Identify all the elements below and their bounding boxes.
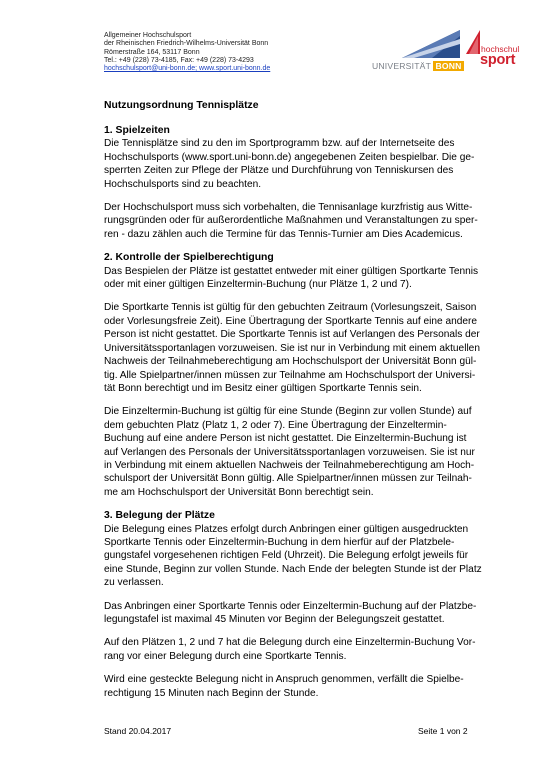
text-line: in Verbindung mit einem aktuellen Nachweis der Teilnahmeberechtigung am Hoch- [104,459,475,471]
text-line: Die Belegung eines Platzes erfolgt durch Anbringen einer gültigen ausgedruckten [104,523,469,535]
text-line: Das Bespielen der Plätze ist gestattet entweder mit einer gültigen Sportkarte Tennis [104,265,479,277]
paragraph [104,201,478,241]
paragraph [104,600,477,627]
text-line: Universitätssportanlagen vorzuweisen. Sie ist nur in Verbindung mit einem aktuellen [104,342,480,354]
uni-bonn-wordmark: UNIVERSITÄT BONN [372,61,462,71]
sender-line: Allgemeiner Hochschulsport [104,32,192,39]
footer-page-number: Seite 1 von 2 [418,726,468,736]
paragraph [104,301,480,395]
text-line: dem gebuchten Platz (Platz 1, 2 oder 7). Eine Übertragung der Einzeltermin- [104,419,447,431]
text-line: Das Anbringen einer Sportkarte Tennis oder Einzeltermin-Buchung auf der Platzbe- [104,600,477,612]
text-line: Person ist nicht gestattet. Die Sportkarte Tennis ist auf Verlangen des Personals der [104,329,480,341]
text-line: sperrten Zeiten zur Pflege der Plätze und Durchführung von Tenniskursen des [104,165,454,177]
section-heading: 2. Kontrolle der Spielberechtigung [104,252,274,264]
text-line: tät Bonn berechtigt und im Besitz einer gültigen Sportkarte Tennis sein. [104,382,422,394]
text-line: oder Vorlesungsfreie Zeit). Eine Übertragung der Sportkarte Tennis auf eine andere [104,315,477,327]
text-line: zu verlassen. [104,577,164,589]
text-line: rungsgründen oder für außerordentliche Maßnahmen und Veranstaltungen zu sper- [104,215,478,227]
hochschulsport-wordmark-line2: sport [480,52,516,68]
paragraph [104,636,476,663]
text-line: tig. Alle Spielpartner/innen müssen zur Teilnahme am Hochschulsport der Universi- [104,369,476,381]
section-heading: 1. Spielzeiten [104,125,170,136]
document-body [104,99,482,710]
sender-line: Tel.: +49 (228) 73-4185, Fax: +49 (228) 73-4293 [104,56,254,64]
hochschulsport-wordmark-line1: hochschul [481,44,520,54]
document-title: Nutzungsordnung Tennisplätze [104,100,259,111]
text-line: gungstafel vorgesehenen richtigen Feld (Uhrzeit). Die Belegung erfolgt jeweils für [104,550,469,562]
sender-line: Römerstraße 164, 53117 Bonn [104,48,200,56]
text-line: Die Einzeltermin-Buchung ist gültig für eine Stunde (Beginn zur vollen Stunde) auf [104,406,472,418]
hochschulsport-logo [466,30,518,74]
section-heading: 3. Belegung der Plätze [104,510,215,522]
text-line: Auf den Plätzen 1, 2 und 7 hat die Belegung durch eine Einzeltermin-Buchung Vor- [104,637,476,649]
text-line: Hochschulsports (www.sport.uni-bonn.de) angegebenen Zeiten bespielbar. Die ge- [104,151,475,163]
sender-address [104,32,270,73]
text-line: legungstafel ist maximal 45 Minuten vor Beginn der Belegungszeit gestattet. [104,614,445,625]
text-line: Die Tennisplätze sind zu den im Sportprogramm bzw. auf der Internetseite des [104,138,455,150]
text-line: auf Verlangen des Personals der Universitätssportanlagen vorzuweisen. Sie ist nur [104,446,475,458]
paragraph [104,137,475,191]
text-line: ren - dazu zählen auch die Termine für das Tennis-Turnier am Dies Academicus. [104,228,463,240]
text-line: Wird eine gesteckte Belegung nicht in Anspruch genommen, verfällt die Spielbe- [104,674,464,686]
uni-bonn-logo [372,30,462,72]
text-line: rechtigung 15 Minuten nach Beginn der Stunde. [104,687,319,699]
paragraph [104,405,475,499]
text-line: rang vor einer Belegung durch eine Sportkarte Tennis. [104,650,347,662]
paragraph [104,673,464,700]
text-line: Hochschulsports sind zu beachten. [104,178,262,190]
paragraph [104,523,482,590]
uni-bonn-logo-icon [402,30,460,58]
text-line: me am Hochschulsport der Universität Bonn berechtigt sein. [104,486,374,498]
sender-line: der Rheinischen Friedrich-Wilhelms-Universität Bonn [104,40,269,48]
contact-links[interactable]: hochschulsport@uni-bonn.de; www.sport.uni-bonn.de [104,65,271,73]
text-line: Nachweis der Teilnahmeberechtigung am Hochschulsport der Universität Bonn gül- [104,356,477,368]
text-line: Der Hochschulsport muss sich vorbehalten, die Tennisanlage kurzfristig aus Witte- [104,202,473,214]
text-line: eine Stunde, Beginn zur vollen Stunde. Nach Ende der belegten Stunde ist der Platz [104,563,482,575]
text-line: Die Sportkarte Tennis ist gültig für den gebuchten Zeitraum (Vorlesungszeit, Saison [104,302,477,314]
text-line: Sportkarte Tennis oder Einzeltermin-Buchung in dem hierfür auf der Platzbele- [104,536,455,548]
text-line: oder mit einer gültigen Einzeltermin-Buchung (nur Plätze 1, 2 und 7). [104,279,412,291]
footer-date: Stand 20.04.2017 [104,726,172,736]
text-line: schulsport der Universität Bonn gültig. Alle Spielpartner/innen müssen zur Teilnah- [104,473,472,485]
text-line: Buchung auf eine andere Person ist nicht gestattet. Die Einzeltermin-Buchung ist [104,433,467,445]
paragraph [104,265,479,292]
